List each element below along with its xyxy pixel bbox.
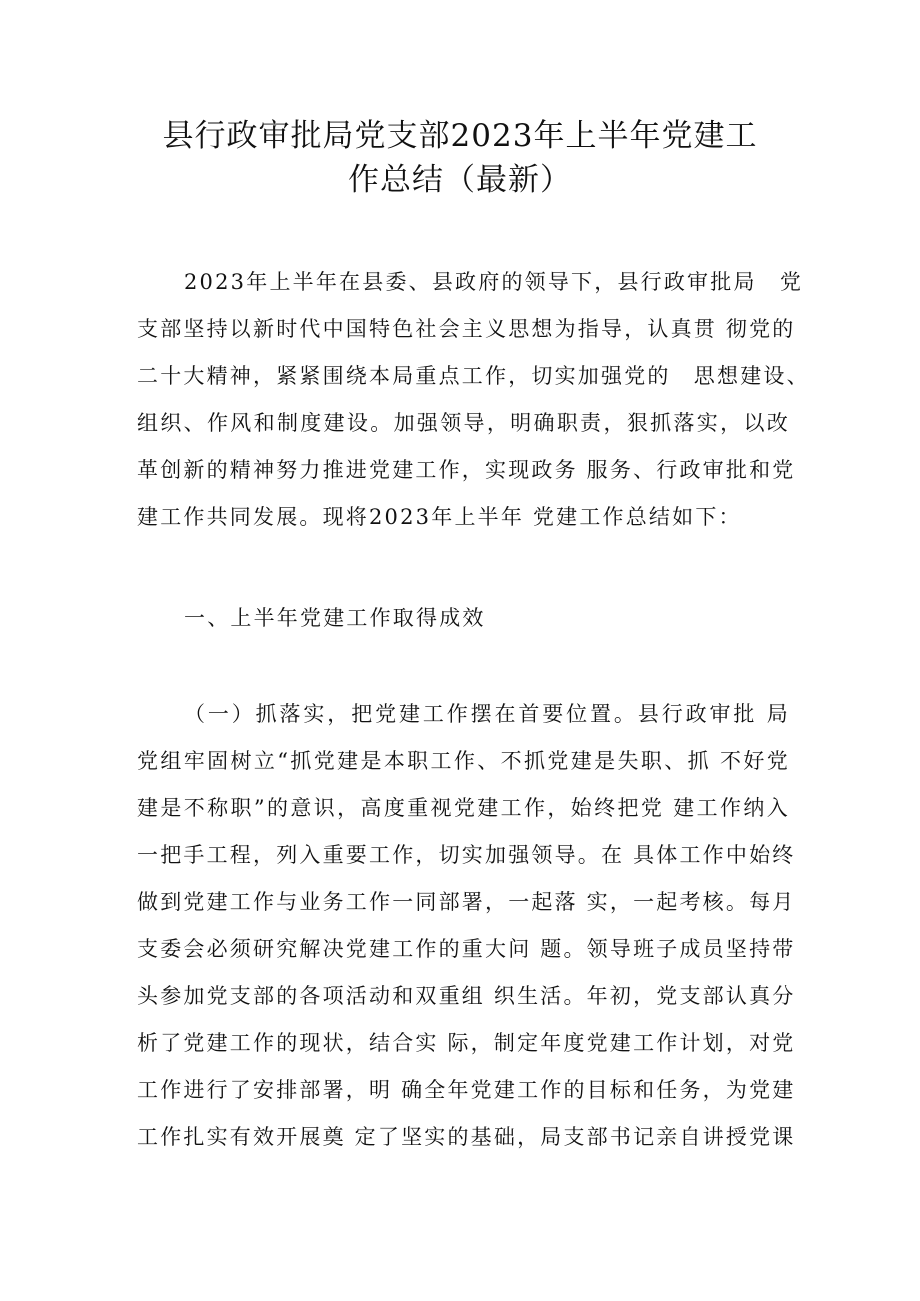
- document-title-line-1: 县行政审批局党支部2023年上半年党建工: [162, 118, 758, 154]
- paragraph-line: 工作扎实有效开展奠 定了坚实的基础，局支部书记亲自讲授党课: [137, 1125, 796, 1149]
- intro-line: 组织、作风和制度建设。加强领导，明确职责，狠抓落实，以改: [137, 411, 790, 435]
- section-heading: 一、上半年党建工作取得成效: [184, 606, 486, 630]
- paragraph-line: 头参加党支部的各项活动和双重组 织生活。年初，党支部认真分: [137, 984, 796, 1008]
- paragraph-line: 析了党建工作的现状，结合实 际，制定年度党建工作计划，对党: [137, 1031, 796, 1055]
- intro-line: 建工作共同发展。现将2023年上半年 党建工作总结如下：: [137, 505, 742, 529]
- paragraph-line: 做到党建工作与业务工作一同部署，一起落 实，一起考核。每月: [137, 890, 796, 914]
- paragraph-line: 一把手工程，列入重要工作，切实加强领导。在 具体工作中始终: [137, 843, 796, 867]
- intro-line: 支部坚持以新时代中国特色社会主义思想为指导，认真贯 彻党的: [137, 317, 796, 341]
- paragraph-line: 工作进行了安排部署，明 确全年党建工作的目标和任务，为党建: [137, 1078, 796, 1102]
- paragraph-line: 支委会必须研究解决党建工作的重大问 题。领导班子成员坚持带: [137, 937, 796, 961]
- document-title-line-2: 作总结（最新）: [348, 162, 572, 198]
- paragraph-line: 党组牢固树立“抓党建是本职工作、不抓党建是失职、抓 不好党: [137, 749, 790, 773]
- intro-line: 革创新的精神努力推进党建工作，实现政务 服务、行政审批和党: [137, 458, 796, 482]
- intro-line: 2023年上半年在县委、县政府的领导下，县行政审批局 党: [184, 270, 804, 294]
- paragraph-line: 建是不称职”的意识，高度重视党建工作，始终把党 建工作纳入: [137, 796, 790, 820]
- intro-line: 二十大精神，紧紧围绕本局重点工作，切实加强党的 思想建设、: [137, 364, 810, 388]
- paragraph-line: （一）抓落实，把党建工作摆在首要位置。县行政审批 局: [184, 702, 790, 726]
